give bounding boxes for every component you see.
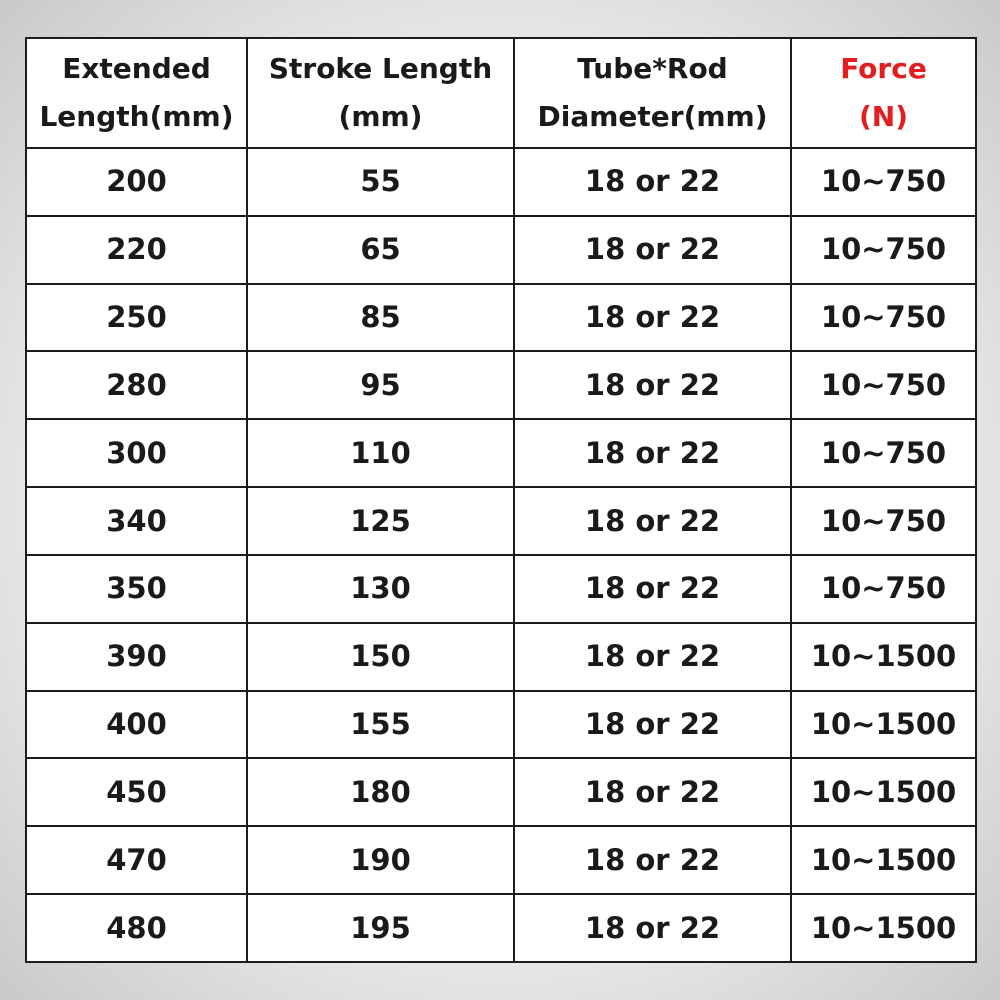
header-row [26, 38, 976, 148]
cell-extended-length: 450 [26, 758, 247, 826]
header-tube-rod-diameter [514, 38, 791, 148]
table-row [26, 419, 976, 487]
cell-extended-length: 480 [26, 894, 247, 962]
table-row [26, 826, 976, 894]
cell-tube-rod-diameter: 18 or 22 [514, 623, 791, 691]
cell-extended-length: 300 [26, 419, 247, 487]
table-row [26, 691, 976, 759]
header-extended-length-line1: Extended [62, 52, 211, 86]
cell-tube-rod-diameter: 18 or 22 [514, 894, 791, 962]
cell-stroke-length: 65 [247, 216, 514, 284]
cell-tube-rod-diameter: 18 or 22 [514, 148, 791, 216]
spec-sheet [25, 37, 975, 963]
header-force-line1: Force [840, 52, 927, 86]
cell-extended-length: 390 [26, 623, 247, 691]
cell-force: 10~750 [791, 555, 976, 623]
table-row [26, 758, 976, 826]
header-stroke-length-line1: Stroke Length [268, 52, 493, 86]
cell-stroke-length: 125 [247, 487, 514, 555]
cell-force: 10~1500 [791, 758, 976, 826]
cell-tube-rod-diameter: 18 or 22 [514, 555, 791, 623]
cell-stroke-length: 150 [247, 623, 514, 691]
cell-force: 10~750 [791, 351, 976, 419]
cell-tube-rod-diameter: 18 or 22 [514, 826, 791, 894]
cell-force: 10~750 [791, 419, 976, 487]
table-row [26, 351, 976, 419]
cell-stroke-length: 130 [247, 555, 514, 623]
table-row [26, 894, 976, 962]
cell-tube-rod-diameter: 18 or 22 [514, 691, 791, 759]
cell-extended-length: 350 [26, 555, 247, 623]
cell-extended-length: 280 [26, 351, 247, 419]
cell-stroke-length: 85 [247, 284, 514, 352]
cell-stroke-length: 190 [247, 826, 514, 894]
cell-extended-length: 200 [26, 148, 247, 216]
cell-tube-rod-diameter: 18 or 22 [514, 419, 791, 487]
cell-stroke-length: 95 [247, 351, 514, 419]
cell-tube-rod-diameter: 18 or 22 [514, 758, 791, 826]
cell-tube-rod-diameter: 18 or 22 [514, 216, 791, 284]
cell-force: 10~1500 [791, 894, 976, 962]
table-row [26, 148, 976, 216]
cell-extended-length: 470 [26, 826, 247, 894]
header-tube-rod-diameter-line2: Diameter(mm) [537, 100, 768, 133]
cell-force: 10~1500 [791, 826, 976, 894]
header-stroke-length-line2: (mm) [338, 100, 423, 133]
header-extended-length [26, 38, 247, 148]
cell-tube-rod-diameter: 18 or 22 [514, 351, 791, 419]
header-force-line2: (N) [858, 100, 909, 133]
cell-stroke-length: 195 [247, 894, 514, 962]
table-row [26, 623, 976, 691]
header-extended-length-line2: Length(mm) [39, 100, 234, 133]
cell-stroke-length: 180 [247, 758, 514, 826]
table-row [26, 216, 976, 284]
cell-force: 10~1500 [791, 623, 976, 691]
cell-extended-length: 340 [26, 487, 247, 555]
cell-force: 10~750 [791, 148, 976, 216]
cell-tube-rod-diameter: 18 or 22 [514, 284, 791, 352]
table-row [26, 555, 976, 623]
cell-stroke-length: 55 [247, 148, 514, 216]
cell-stroke-length: 110 [247, 419, 514, 487]
cell-extended-length: 400 [26, 691, 247, 759]
cell-extended-length: 220 [26, 216, 247, 284]
table-row [26, 284, 976, 352]
header-force [791, 38, 976, 148]
spec-table [25, 37, 977, 963]
cell-tube-rod-diameter: 18 or 22 [514, 487, 791, 555]
cell-stroke-length: 155 [247, 691, 514, 759]
cell-force: 10~1500 [791, 691, 976, 759]
cell-force: 10~750 [791, 487, 976, 555]
cell-force: 10~750 [791, 216, 976, 284]
header-stroke-length [247, 38, 514, 148]
table-row [26, 487, 976, 555]
header-tube-rod-diameter-line1: Tube*Rod [577, 52, 728, 86]
cell-extended-length: 250 [26, 284, 247, 352]
cell-force: 10~750 [791, 284, 976, 352]
